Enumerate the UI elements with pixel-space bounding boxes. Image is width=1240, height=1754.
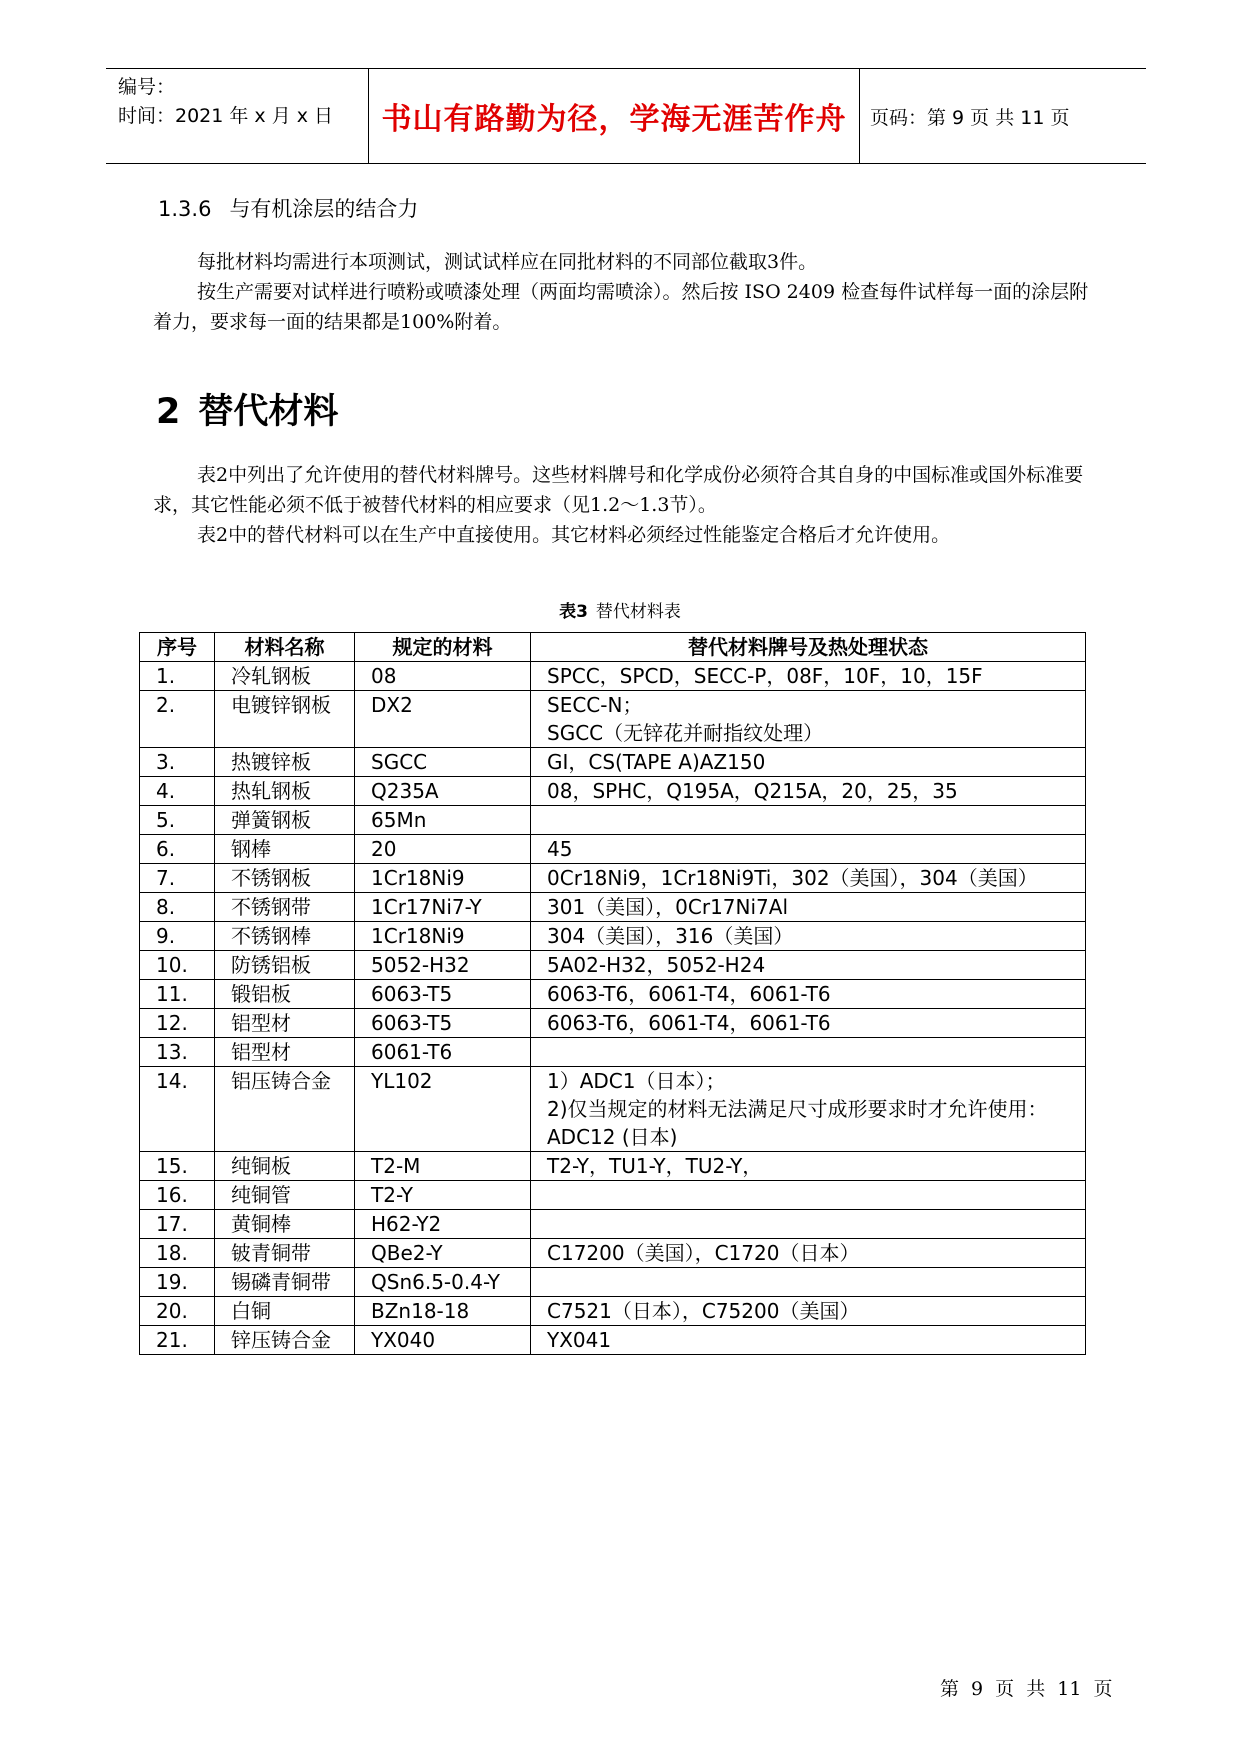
cell-number: 15. <box>140 1152 215 1181</box>
cell-material-name: 冷轧钢板 <box>215 662 355 691</box>
header-page-label: 页码：第 9 页 共 11 页 <box>870 106 1070 129</box>
table-row <box>140 1038 1086 1067</box>
table-row <box>140 1210 1086 1239</box>
substitute-grade-line: 6063-T6，6061-T4，6061-T6 <box>547 982 831 1006</box>
cell-substitute-grades <box>531 1297 1086 1326</box>
cell-number: 10. <box>140 951 215 980</box>
cell-material-name: 不锈钢棒 <box>215 922 355 951</box>
cell-specified-material: 5052-H32 <box>355 951 531 980</box>
table-row <box>140 835 1086 864</box>
cell-specified-material: YX040 <box>355 1326 531 1355</box>
cell-material-name: 锡磷青铜带 <box>215 1268 355 1297</box>
header-meta <box>106 69 369 163</box>
cell-number: 3. <box>140 748 215 777</box>
cell-specified-material: Q235A <box>355 777 531 806</box>
cell-substitute-grades <box>531 864 1086 893</box>
cell-substitute-grades <box>531 951 1086 980</box>
cell-substitute-grades <box>531 1038 1086 1067</box>
cell-specified-material: 6063-T5 <box>355 1009 531 1038</box>
cell-number: 16. <box>140 1181 215 1210</box>
cell-substitute-grades <box>531 777 1086 806</box>
cell-specified-material: 1Cr17Ni7-Y <box>355 893 531 922</box>
table-row <box>140 748 1086 777</box>
section-title: 替代材料 <box>198 392 339 432</box>
paragraph: 表2中列出了允许使用的替代材料牌号。这些材料牌号和化学成份必须符合其自身的中国标准或国外标准要求，其它性能必须不低于被替代材料的相应要求（见1.2～1.3节）。 <box>153 464 1084 516</box>
table-row <box>140 806 1086 835</box>
table-caption-title: 替代材料表 <box>595 602 681 622</box>
cell-specified-material: 20 <box>355 835 531 864</box>
table-row <box>140 1326 1086 1355</box>
substitute-grade-line: GI，CS(TAPE A)AZ150 <box>547 750 766 774</box>
header-motto: 书山有路勤为径，学海无涯苦作舟 <box>369 69 860 163</box>
substitute-grade-line: 1）ADC1（日本）； <box>547 1069 726 1093</box>
cell-material-name: 热轧钢板 <box>215 777 355 806</box>
cell-number: 1. <box>140 662 215 691</box>
column-header-material-name: 材料名称 <box>215 633 355 662</box>
section-1-3-6-body <box>153 247 1103 337</box>
cell-substitute-grades <box>531 1239 1086 1268</box>
table-row <box>140 1297 1086 1326</box>
cell-material-name: 不锈钢板 <box>215 864 355 893</box>
cell-specified-material: YL102 <box>355 1067 531 1152</box>
cell-specified-material: T2-Y <box>355 1181 531 1210</box>
cell-number: 4. <box>140 777 215 806</box>
paragraph: 表2中的替代材料可以在生产中直接使用。其它材料必须经过性能鉴定合格后才允许使用。 <box>197 524 951 546</box>
document-number-label: 编号： <box>118 76 176 98</box>
cell-material-name: 锻铝板 <box>215 980 355 1009</box>
table-body <box>140 662 1086 1355</box>
cell-material-name: 纯铜管 <box>215 1181 355 1210</box>
cell-substitute-grades <box>531 893 1086 922</box>
table-row <box>140 864 1086 893</box>
table-row <box>140 777 1086 806</box>
cell-specified-material: 08 <box>355 662 531 691</box>
table-row <box>140 922 1086 951</box>
table-header-row <box>140 633 1086 662</box>
cell-specified-material: DX2 <box>355 691 531 748</box>
substitute-grade-line: SGCC（无锌花并耐指纹处理） <box>547 721 824 745</box>
cell-material-name: 纯铜板 <box>215 1152 355 1181</box>
cell-number: 11. <box>140 980 215 1009</box>
page-header <box>106 68 1146 164</box>
section-2-body <box>153 460 1103 550</box>
substitute-grade-line: 304（美国），316（美国） <box>547 924 794 948</box>
cell-material-name: 电镀锌钢板 <box>215 691 355 748</box>
cell-specified-material: BZn18-18 <box>355 1297 531 1326</box>
cell-substitute-grades <box>531 748 1086 777</box>
cell-material-name: 铍青铜带 <box>215 1239 355 1268</box>
cell-specified-material: QSn6.5-0.4-Y <box>355 1268 531 1297</box>
substitute-grade-line: ADC12 (日本) <box>547 1125 678 1149</box>
cell-specified-material: 6063-T5 <box>355 980 531 1009</box>
section-number: 2 <box>156 392 181 432</box>
table-row <box>140 893 1086 922</box>
substitute-grade-line: C7521（日本），C75200（美国） <box>547 1299 860 1323</box>
table-row <box>140 1067 1086 1152</box>
cell-substitute-grades <box>531 691 1086 748</box>
cell-material-name: 铝型材 <box>215 1009 355 1038</box>
cell-substitute-grades <box>531 1326 1086 1355</box>
cell-substitute-grades <box>531 662 1086 691</box>
cell-substitute-grades <box>531 1067 1086 1152</box>
substitute-grade-line: 2)仅当规定的材料无法满足尺寸成形要求时才允许使用： <box>547 1097 1048 1121</box>
cell-number: 13. <box>140 1038 215 1067</box>
substitute-grade-line: 5A02-H32，5052-H24 <box>547 953 766 977</box>
cell-number: 17. <box>140 1210 215 1239</box>
table-row <box>140 980 1086 1009</box>
cell-substitute-grades <box>531 1009 1086 1038</box>
cell-specified-material: 1Cr18Ni9 <box>355 922 531 951</box>
substitute-grade-line: C17200（美国），C1720（日本） <box>547 1241 860 1265</box>
cell-specified-material: QBe2-Y <box>355 1239 531 1268</box>
cell-substitute-grades <box>531 1181 1086 1210</box>
table-row <box>140 1239 1086 1268</box>
column-header-number: 序号 <box>140 633 215 662</box>
cell-substitute-grades <box>531 806 1086 835</box>
table-row <box>140 951 1086 980</box>
paragraph: 按生产需要对试样进行喷粉或喷漆处理（两面均需喷涂）。然后按 ISO 2409 检查每件试样每一面的涂层附着力，要求每一面的结果都是100%附着。 <box>153 281 1089 333</box>
table-row <box>140 691 1086 748</box>
cell-number: 6. <box>140 835 215 864</box>
cell-number: 14. <box>140 1067 215 1152</box>
table-row <box>140 1181 1086 1210</box>
section-1-3-6-heading <box>158 193 418 223</box>
cell-number: 18. <box>140 1239 215 1268</box>
cell-number: 20. <box>140 1297 215 1326</box>
cell-specified-material: 65Mn <box>355 806 531 835</box>
cell-substitute-grades <box>531 1210 1086 1239</box>
substitute-grade-line: SPCC，SPCD，SECC-P，08F，10F，10，15F <box>547 664 983 688</box>
section-2-heading <box>156 384 338 434</box>
cell-specified-material: SGCC <box>355 748 531 777</box>
cell-number: 19. <box>140 1268 215 1297</box>
document-time-label: 时间：2021 年 x 月 x 日 <box>118 105 334 127</box>
substitute-materials-table <box>139 632 1086 1355</box>
cell-material-name: 铝压铸合金 <box>215 1067 355 1152</box>
cell-substitute-grades <box>531 1268 1086 1297</box>
column-header-substitute-grades: 替代材料牌号及热处理状态 <box>531 633 1086 662</box>
cell-material-name: 防锈铝板 <box>215 951 355 980</box>
cell-material-name: 锌压铸合金 <box>215 1326 355 1355</box>
cell-number: 21. <box>140 1326 215 1355</box>
table-row <box>140 1152 1086 1181</box>
substitute-grade-line: YX041 <box>547 1328 612 1352</box>
page-footer: 第 9 页 共 11 页 <box>940 1678 1113 1700</box>
cell-material-name: 热镀锌板 <box>215 748 355 777</box>
cell-material-name: 黄铜棒 <box>215 1210 355 1239</box>
cell-number: 2. <box>140 691 215 748</box>
cell-specified-material: T2-M <box>355 1152 531 1181</box>
cell-material-name: 弹簧钢板 <box>215 806 355 835</box>
cell-substitute-grades <box>531 835 1086 864</box>
cell-number: 9. <box>140 922 215 951</box>
cell-specified-material: 6061-T6 <box>355 1038 531 1067</box>
cell-substitute-grades <box>531 922 1086 951</box>
table-row <box>140 1268 1086 1297</box>
cell-specified-material: H62-Y2 <box>355 1210 531 1239</box>
cell-specified-material: 1Cr18Ni9 <box>355 864 531 893</box>
substitute-grade-line: 45 <box>547 837 573 861</box>
substitute-grade-line: 301（美国），0Cr17Ni7Al <box>547 895 789 919</box>
cell-material-name: 钢棒 <box>215 835 355 864</box>
table-row <box>140 1009 1086 1038</box>
substitute-grade-line: SECC-N； <box>547 693 643 717</box>
section-number: 1.3.6 <box>158 197 212 221</box>
column-header-specified-material: 规定的材料 <box>355 633 531 662</box>
cell-number: 12. <box>140 1009 215 1038</box>
cell-number: 8. <box>140 893 215 922</box>
substitute-grade-line: 6063-T6，6061-T4，6061-T6 <box>547 1011 831 1035</box>
cell-number: 7. <box>140 864 215 893</box>
substitute-grade-line: 0Cr18Ni9，1Cr18Ni9Ti，302（美国），304（美国） <box>547 866 1038 890</box>
cell-material-name: 铝型材 <box>215 1038 355 1067</box>
table-caption-number: 表3 <box>559 602 588 622</box>
cell-substitute-grades <box>531 980 1086 1009</box>
section-title: 与有机涂层的结合力 <box>229 197 419 221</box>
cell-number: 5. <box>140 806 215 835</box>
substitute-grade-line: T2-Y，TU1-Y，TU2-Y， <box>547 1154 763 1178</box>
table-caption <box>0 597 1240 622</box>
cell-material-name: 不锈钢带 <box>215 893 355 922</box>
table-row <box>140 662 1086 691</box>
paragraph: 每批材料均需进行本项测试，测试试样应在同批材料的不同部位截取3件。 <box>197 251 818 273</box>
substitute-grade-line: 08，SPHC，Q195A，Q215A，20，25，35 <box>547 779 958 803</box>
cell-material-name: 白铜 <box>215 1297 355 1326</box>
cell-substitute-grades <box>531 1152 1086 1181</box>
